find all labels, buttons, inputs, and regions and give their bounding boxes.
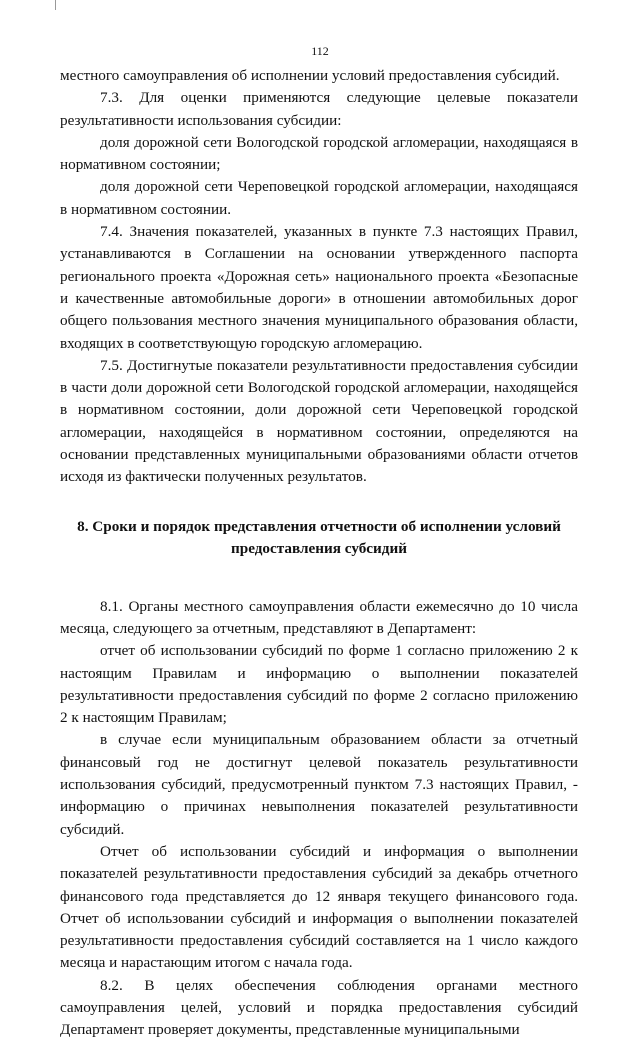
paragraph-8-1-failure-item: в случае если муниципальным образованием области за отчетный финансовый год не достигнут целевой показатель результативности использования субсидий, предусмотренный пунктом 7.3 настоящих Правил, - информацию о причинах невыполнения показателей результативности субсидий. — [60, 731, 578, 838]
paragraph-7-3: 7.3. Для оценки применяются следующие целевые показатели результативности использования субсидии: — [60, 89, 578, 129]
paragraph-continuation: местного самоуправления об исполнении условий предоставления субсидий. — [60, 67, 560, 84]
paragraph-7-4: 7.4. Значения показателей, указанных в пункте 7.3 настоящих Правил, устанавливаются в Соглашении на основании утвержденного паспорта регионального проекта «Дорожная сеть» национального проекта «Безопасные и качественные автомобильные дороги» в отношении автомобильных дорог общего пользования местного значения муниципального образования области, входящих в соответствующую городскую агломерацию. — [60, 223, 578, 352]
paragraph-7-3-item-vologda: доля дорожной сети Вологодской городской агломерации, находящаяся в нормативном состоянии; — [60, 133, 578, 174]
paragraph-7-3-item-cherepovets: доля дорожной сети Череповецкой городской агломерации, находящаяся в нормативном состоянии. — [60, 178, 578, 218]
paragraph-8-1: 8.1. Органы местного самоуправления области ежемесячно до 10 числа месяца, следующего за отчетным, представляют в Департамент: — [60, 597, 578, 637]
section-8-heading-line-2: предоставления субсидий — [231, 539, 407, 557]
paragraph-8-2: 8.2. В целях обеспечения соблюдения органами местного самоуправления целей, условий и порядка предоставления субсидий Департамент проверяет документы, представленные муниципальными — [60, 976, 578, 1039]
paragraph-8-1-report-item: отчет об использовании субсидий по форме 1 согласно приложению 2 к настоящим Правилам и информацию о выполнении показателей результативности предоставления субсидий по форме 2 согласно приложению 2 к настоящим Правилам; — [60, 642, 578, 727]
page-number: 112 — [311, 44, 329, 58]
document-body — [60, 65, 578, 1042]
paragraph-8-1-december-report: Отчет об использовании субсидий и информация о выполнении показателей результативности предоставления субсидий за декабрь отчетного финансового года представляется до 12 января текущего финансового года. Отчет об использовании субсидий и информация о выполнении показателей результативности предоставления субсидий составляется на 1 число каждого месяца и нарастающим итогом с начала года. — [60, 842, 578, 972]
paragraph-7-5: 7.5. Достигнутые показатели результативности предоставления субсидии в части доли дорожной сети Вологодской городской агломерации, находящейся в нормативном состоянии, доли дорожной сети Череповецкой городской агломерации, находящейся в нормативном состоянии, определяются на основании представленных муниципальными образованиями области отчетов исходя из фактически полученных результатов. — [60, 356, 578, 486]
scan-artifact-mark — [55, 0, 56, 10]
section-8-heading-line-1: 8. Сроки и порядок представления отчетности об исполнении условий — [77, 517, 561, 535]
section-8-heading — [60, 516, 578, 560]
